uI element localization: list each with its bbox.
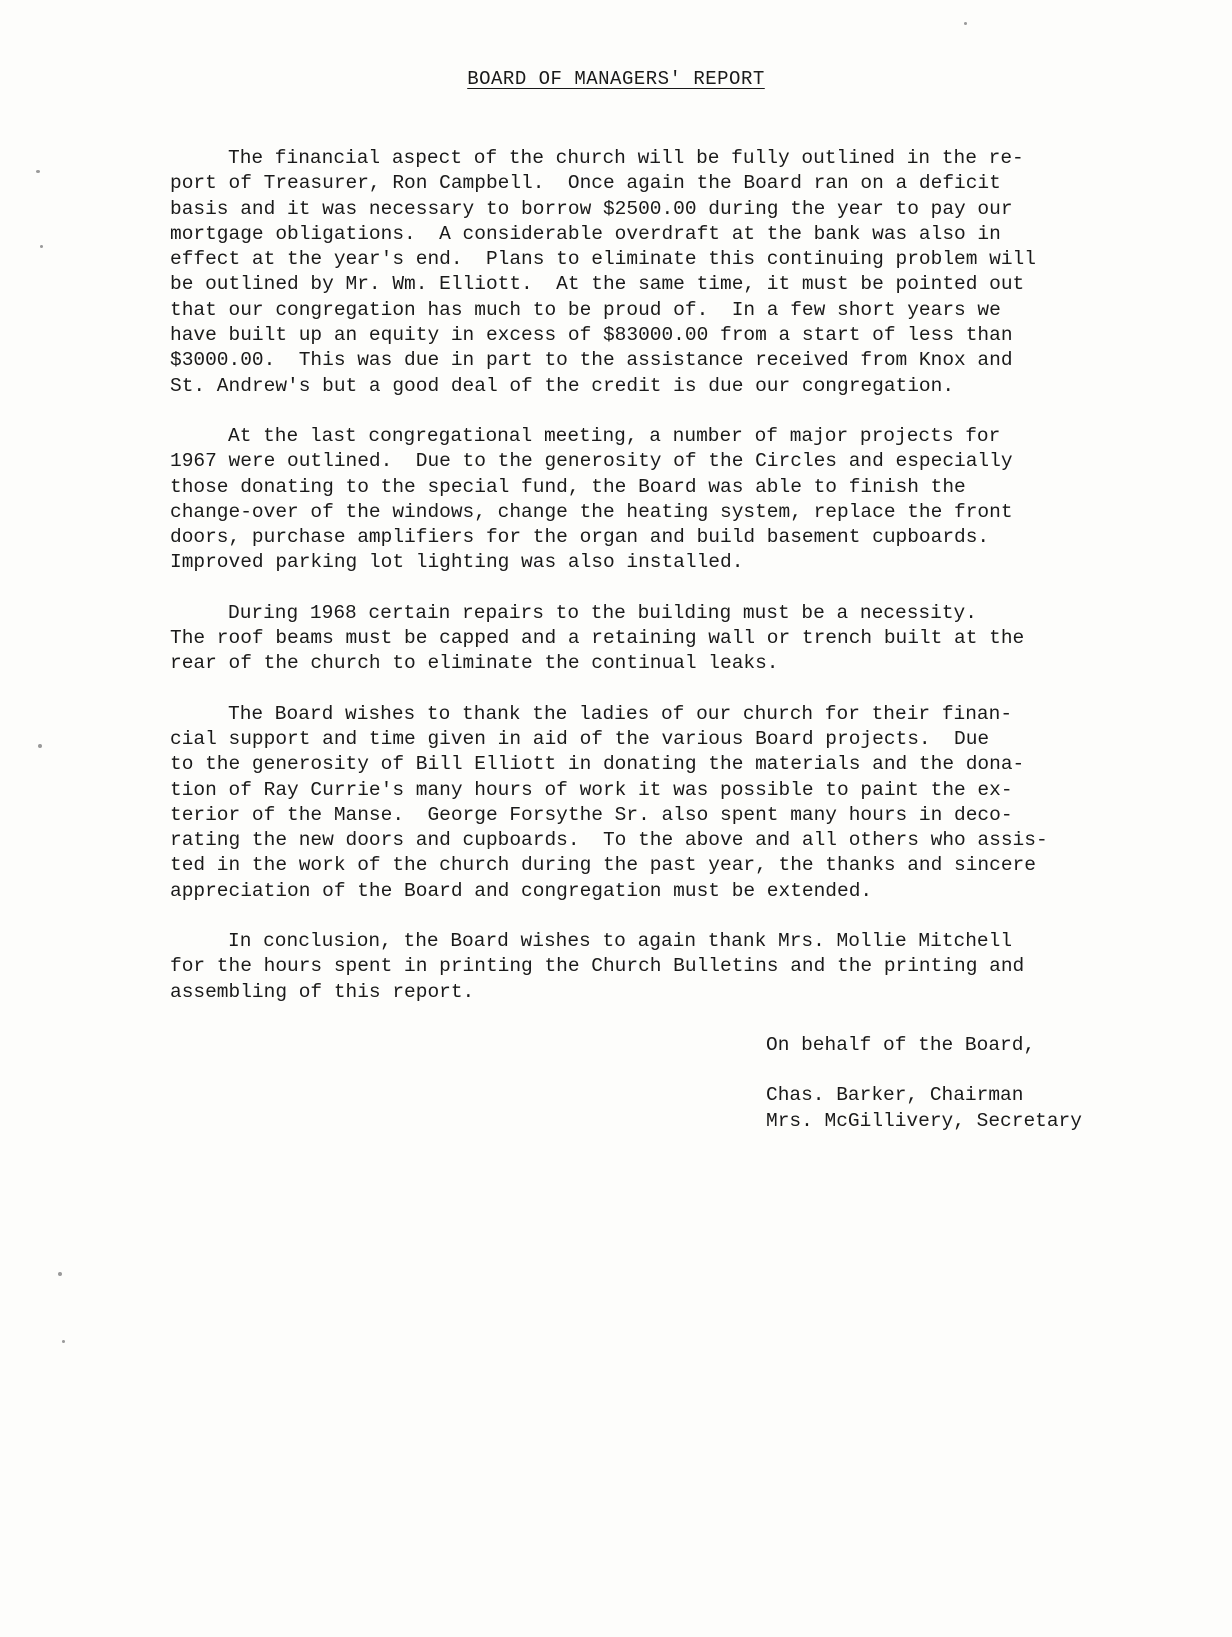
paragraph-line: assembling of this report. [170,980,475,1003]
scan-speck [62,1340,65,1343]
paragraph-line: port of Treasurer, Ron Campbell. Once again the Board ran on a deficit [170,172,1001,195]
paragraph-line: that our congregation has much to be proud of. In a few short years we [170,298,1001,321]
paragraph-spacer [170,399,1090,424]
paragraph-line: basis and it was necessary to borrow $2500.00 during the year to pay our [170,197,1013,220]
paragraph-line: During 1968 certain repairs to the building must be a necessity. [228,601,977,624]
paragraph-line: appreciation of the Board and congregation must be extended. [170,879,873,902]
paragraph-line: The roof beams must be capped and a retaining wall or trench built at the [170,627,1025,650]
paragraph-line: those donating to the special fund, the Board was able to finish the [170,475,966,498]
signature-spacer [766,1058,1082,1083]
paragraph-line: change-over of the windows, change the heating system, replace the front [170,500,1013,523]
paragraph-line: tion of Ray Currie's many hours of work it was possible to paint the ex- [170,778,1013,801]
signature-block [766,1033,1082,1134]
paragraph-line: for the hours spent in printing the Church Bulletins and the printing and [170,955,1025,978]
scan-speck [40,245,43,248]
paragraph-line: Improved parking lot lighting was also installed. [170,551,744,574]
paragraph-spacer [170,576,1090,601]
signature-chairman: Chas. Barker, Chairman [766,1084,1024,1107]
paragraph-thanks [170,702,1090,904]
scan-speck [38,744,42,748]
signature-closing: On behalf of the Board, [766,1034,1036,1056]
scan-speck [964,22,967,25]
paragraph-line: rear of the church to eliminate the continual leaks. [170,652,779,675]
report-title [0,68,1232,90]
paragraph-line: have built up an equity in excess of $83000.00 from a start of less than [170,324,1013,347]
report-title-text: BOARD OF MANAGERS' REPORT [467,68,765,90]
paragraph-line: doors, purchase amplifiers for the organ and build basement cupboards. [170,526,990,549]
signature-secretary: Mrs. McGillivery, Secretary [766,1109,1082,1132]
paragraph-line: effect at the year's end. Plans to eliminate this continuing problem will [170,248,1036,271]
paragraph-conclusion [170,929,1090,1005]
paragraph-line: ted in the work of the church during the past year, the thanks and sincere [170,854,1036,877]
paragraph-line: rating the new doors and cupboards. To the above and all others who assis- [170,829,1048,852]
paragraph-line: St. Andrew's but a good deal of the credit is due our congregation. [170,374,955,397]
paragraph-line: terior of the Manse. George Forsythe Sr. also spent many hours in deco- [170,803,1013,826]
paragraph-line: The financial aspect of the church will be fully outlined in the re- [228,147,1024,169]
paragraph-line: $3000.00. This was due in part to the assistance received from Knox and [170,349,1013,372]
paragraph-repairs-1968 [170,601,1090,677]
paragraph-line: At the last congregational meeting, a number of major projects for [228,424,1001,447]
paragraph-line: cial support and time given in aid of the various Board projects. Due [170,727,990,750]
paragraph-spacer [170,677,1090,702]
paragraph-line: 1967 were outlined. Due to the generosity of the Circles and especially [170,450,1013,473]
paragraph-projects-1967 [170,424,1090,576]
paragraph-line: The Board wishes to thank the ladies of our church for their finan- [228,702,1013,725]
report-body [170,146,1090,1005]
paragraph-line: be outlined by Mr. Wm. Elliott. At the same time, it must be pointed out [170,273,1025,296]
paragraph-line: In conclusion, the Board wishes to again thank Mrs. Mollie Mitchell [228,930,1013,953]
paragraph-spacer [170,904,1090,929]
paragraph-line: to the generosity of Bill Elliott in donating the materials and the dona- [170,753,1025,776]
paragraph-financial [170,146,1090,399]
scan-speck [58,1272,62,1276]
scan-speck [36,170,40,173]
paragraph-line: mortgage obligations. A considerable overdraft at the bank was also in [170,222,1001,245]
